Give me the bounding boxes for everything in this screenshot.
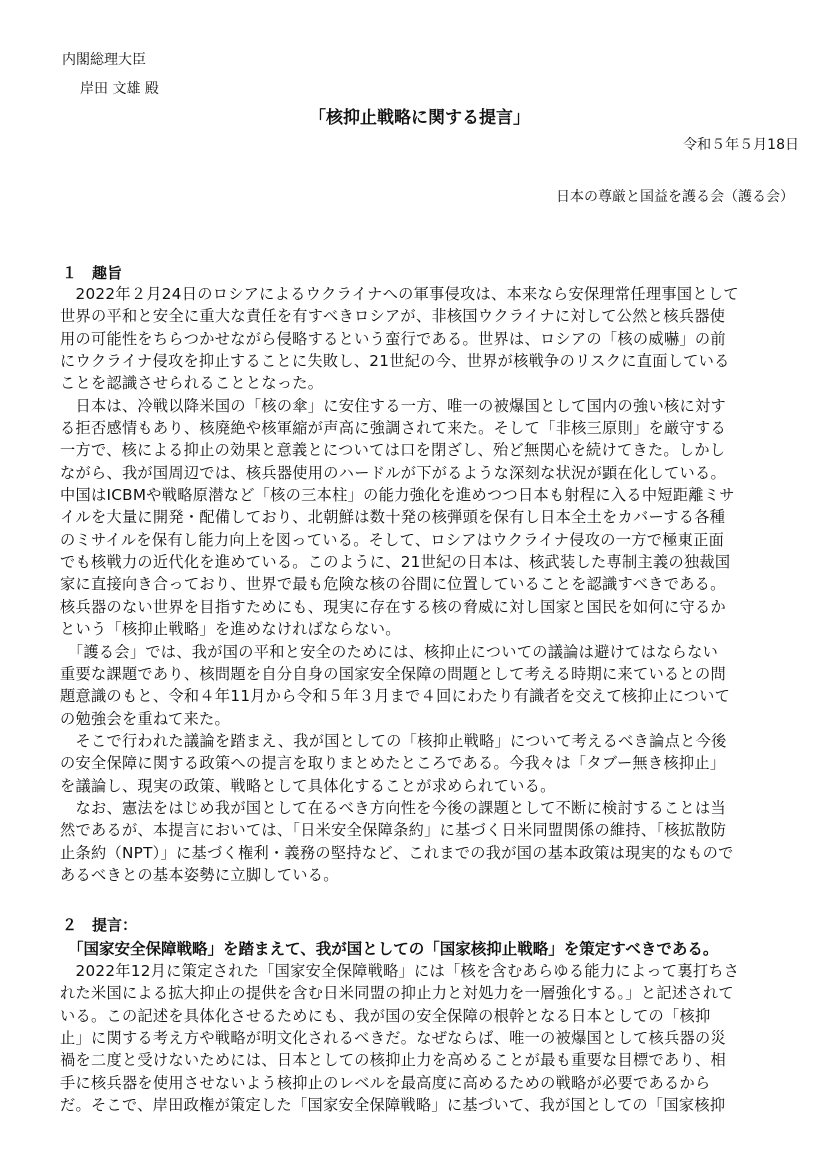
text-line: を議論し、現実の政策、戦略として具体化することが求められている。 [60, 776, 556, 795]
text-line: 手に核兵器を使用させないよう核抑止のレベルを最高度に高めるための戦略が必要であるから [60, 1073, 711, 1092]
section1-body [60, 283, 739, 886]
section2-body [60, 960, 739, 1116]
text-line: にウクライナ侵攻を抑止することに失敗し、21世紀の今、世界が核戦争のリスクに直面している [60, 352, 730, 371]
text-line: 世界の平和と安全に重大な責任を有すべきロシアが、非核国ウクライナに対して公然と核兵器使 [60, 307, 726, 326]
text-line: 中国はICBMや戦略原潜など「核の三本柱」の能力強化を進めつつ日本も射程に入る中短距離ミサ [60, 486, 735, 505]
text-line: 重要な課題であり、核問題を自分自身の国家安全保障の問題として考える時期に来ているとの問 [60, 664, 726, 683]
text-line: ながら、我が国周辺では、核兵器使用のハードルが下がるような深刻な状況が顕在化している。 [60, 463, 726, 482]
text-line: という「核抑止戦略」を進めなければならない。 [60, 620, 401, 639]
text-line: ことを認識させられることとなった。 [60, 374, 324, 393]
text-line: 2022年12月に策定された「国家安全保障戦略」には「核を含むあらゆる能力によって裏打ちさ [60, 962, 740, 980]
text-line: 然であるが、本提言においては、「日米安全保障条約」に基づく日米同盟関係の維持、「核拡散防 [60, 821, 727, 840]
document-date: 令和５年５月18日 [683, 137, 799, 153]
text-line: いる。この記述を具体化させるためにも、我が国の安全保障の根幹となる日本としての「核抑 [60, 1006, 711, 1025]
text-line: 題意識のもと、令和４年11月から令和５年３月まで４回にわたり有識者を交えて核抑止について [60, 687, 731, 706]
text-line: 一方で、核による抑止の効果と意義とについては口を閉ざし、殆ど無関心を続けてきた。しかし [60, 441, 726, 460]
text-line: 2022年２月24日のロシアによるウクライナへの軍事侵攻は、本来なら安保理常任理事国として [60, 285, 739, 303]
text-line: の勉強会を重ねて来た。 [60, 709, 230, 728]
section2-heading: ２ 提言： [62, 916, 138, 934]
organization-name: 日本の尊厳と国益を護る会（護る会） [556, 189, 794, 205]
text-line: イルを大量に開発・配備しており、北朝鮮は数十発の核弾頭を保有し日本全土をカバーする各種 [60, 508, 726, 527]
text-line: 「護る会」では、我が国の平和と安全のためには、核抑止についての議論は避けてはならない [60, 642, 719, 661]
text-line: 止」に関する考え方や戦略が明文化されるべきだ。なぜならば、唯一の被爆国として核兵器の災 [60, 1029, 726, 1048]
text-line: る拒否感情もあり、核廃絶や核軍縮が声高に強調されて来た。そして「非核三原則」を厳守する [60, 419, 726, 438]
addressee-title: 内閣総理大臣 [62, 52, 146, 68]
addressee-name: 岸田 文雄 殿 [80, 81, 159, 97]
text-line: 日本は、冷戦以降米国の「核の傘」に安住する一方、唯一の被爆国として国内の強い核に対す [60, 396, 726, 415]
text-line: れた米国による拡大抑止の提供を含む日米同盟の抑止力と対処力を一層強化する。」と記述されて [60, 984, 734, 1003]
section1-heading: １ 趣旨 [62, 264, 123, 282]
text-line: 核兵器のない世界を目指すためにも、現実に存在する核の脅威に対し国家と国民を如何に守るか [60, 597, 726, 616]
document-title: 「核抑止戦略に関する提言」 [309, 108, 530, 128]
text-line: あるべきとの基本姿勢に立脚している。 [60, 865, 339, 884]
text-line: 止条約（NPT）」に基づく権利・義務の堅持など、これまでの我が国の基本政策は現実的なもので [60, 843, 734, 862]
text-line: のミサイルを保有し能力向上を図っている。そして、ロシアはウクライナ侵攻の一方で極東正面 [60, 530, 725, 549]
text-line: の安全保障に関する政策への提言を取りまとめたところである。今我々は「タブー無き核抑止」 [60, 754, 726, 773]
text-line: だ。そこで、岸田政権が策定した「国家安全保障戦略」に基づいて、我が国としての「国家核抑 [60, 1096, 726, 1115]
text-line: 禍を二度と受けないためには、日本としての核抑止力を高めることが最も重要な目標であり、相 [60, 1051, 726, 1070]
text-line: 用の可能性をちらつかせながら侵略するという蛮行である。世界は、ロシアの「核の威嚇」の前 [60, 329, 726, 348]
text-line: 家に直接向き合っており、世界で最も危険な核の谷間に位置していることを認識すべきである。 [60, 575, 726, 594]
text-line: なお、憲法をはじめ我が国として在るべき方向性を今後の課題として不断に検討することは当 [60, 798, 726, 817]
text-line: そこで行われた議論を踏まえ、我が国としての「核抑止戦略」について考えるべき論点と今後 [60, 731, 727, 750]
text-line: でも核戦力の近代化を進めている。このように、21世紀の日本は、核武装した専制主義の独裁国 [60, 553, 731, 572]
section2-subheading: 「国家安全保障戦略」を踏まえて、我が国としての「国家核抑止戦略」を策定すべきである。 [68, 940, 719, 958]
